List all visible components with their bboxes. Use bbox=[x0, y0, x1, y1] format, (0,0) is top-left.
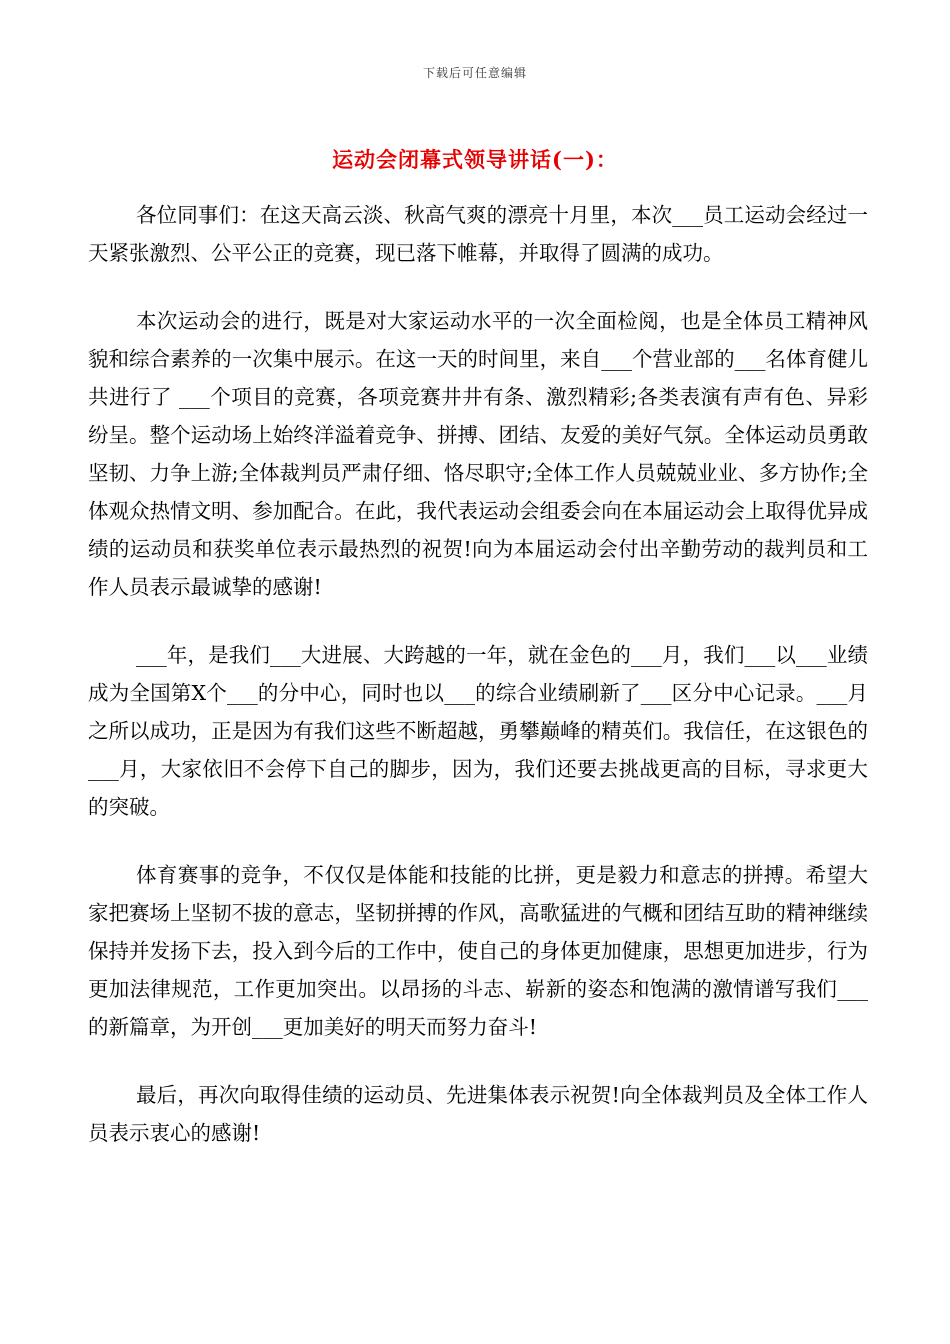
paragraph-event-review: 本次运动会的进行，既是对大家运动水平的一次全面检阅，也是全体员工精神风貌和综合素养的一次集中展示。在这一天的时间里，来自___个营业部的___名体育健儿共进行了 ___个项目的竞赛，各项竞赛井井有条、激烈精彩;各类表演有声有色、异彩纷呈。整个运动场上始终洋溢着竞争、拼搏、团结、友爱的美好气氛。全体运动员勇敢坚韧、力争上游;全体裁判员严肃仔细、恪尽职守;全体工作人员兢兢业业、多方协作;全体观众热情文明、参加配合。在此，我代表运动会组委会向在本届运动会上取得优异成绩的运动员和获奖单位表示最热烈的祝贺!向为本届运动会付出辛勤劳动的裁判员和工作人员表示最诚挚的感谢! bbox=[88, 309, 868, 599]
paragraph-closing-thanks: 最后，再次向取得佳绩的运动员、先进集体表示祝贺!向全体裁判员及全体工作人员表示衷心的感谢! bbox=[88, 1083, 868, 1145]
paragraph-spirit: 体育赛事的竞争，不仅仅是体能和技能的比拼，更是毅力和意志的拼搏。希望大家把赛场上坚韧不拔的意志，坚韧拼搏的作风，高歌猛进的气概和团结互助的精神继续保持并发扬下去，投入到今后的工作中，使自己的身体更加健康，思想更加进步，行为更加法律规范，工作更加突出。以昂扬的斗志、崭新的姿态和饱满的激情谱写我们___的新篇章，为开创___更加美好的明天而努力奋斗! bbox=[88, 863, 868, 1039]
header-note: 下载后可任意编辑 bbox=[422, 66, 527, 80]
document-title: 运动会闭幕式领导讲话(一)： bbox=[332, 147, 618, 172]
paragraph-greeting: 各位同事们：在这天高云淡、秋高气爽的漂亮十月里，本次___员工运动会经过一天紧张激烈、公平公正的竞赛，现已落下帷幕，并取得了圆满的成功。 bbox=[88, 203, 868, 265]
paragraph-year-achievements: ___年，是我们___大进展、大跨越的一年，就在金色的___月，我们___以___业绩成为全国第X个___的分中心，同时也以___的综合业绩刷新了___区分中心记录。___月之所以成功，正是因为有我们这些不断超越，勇攀巅峰的精英们。我信任，在这银色的___月，大家依旧不会停下自己的脚步，因为，我们还要去挑战更高的目标，寻求更大的突破。 bbox=[88, 643, 868, 819]
document-body bbox=[88, 196, 868, 1182]
